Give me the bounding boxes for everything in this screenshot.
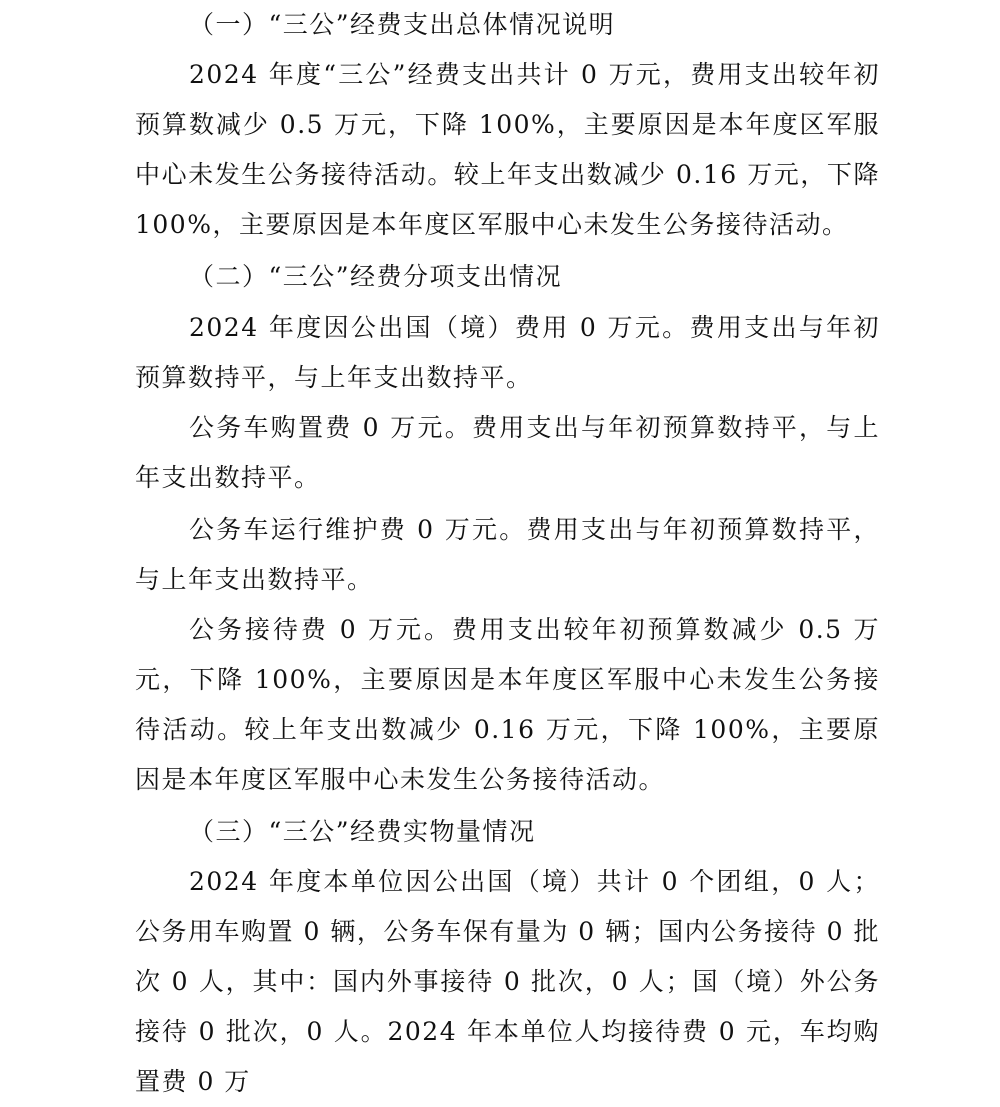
section-2-paragraph-4: 公务接待费 0 万元。费用支出较年初预算数减少 0.5 万元，下降 100%，主要原因是本年度区军服中心未发生公务接待活动。较上年支出数减少 0.16 万元，下降 100%，主要原因是本年度区军服中心未发生公务接待活动。 [135, 615, 880, 794]
section-2-paragraph-2: 公务车购置费 0 万元。费用支出与年初预算数持平，与上年支出数持平。 [135, 413, 880, 492]
section-3-paragraph: 2024 年度本单位因公出国（境）共计 0 个团组，0 人；公务用车购置 0 辆，公务车保有量为 0 辆；国内公务接待 0 批次 0 人，其中：国内外事接待 0 批次，0 人；国（境）外公务接待 0 批次，0 人。2024 年本单位人均接待费 0 元，车均购置费 0 万 [135, 867, 880, 1096]
section-2-paragraph-3: 公务车运行维护费 0 万元。费用支出与年初预算数持平，与上年支出数持平。 [135, 515, 880, 594]
section-1-heading: （一）“三公”经费支出总体情况说明 [189, 10, 616, 39]
section-2-paragraph-1: 2024 年度因公出国（境）费用 0 万元。费用支出与年初预算数持平，与上年支出数持平。 [135, 313, 880, 392]
section-1-paragraph: 2024 年度“三公”经费支出共计 0 万元，费用支出较年初预算数减少 0.5 万元，下降 100%，主要原因是本年度区军服中心未发生公务接待活动。较上年支出数减少 0.16 万元，下降 100%，主要原因是本年度区军服中心未发生公务接待活动。 [135, 60, 880, 239]
section-3-heading: （三）“三公”经费实物量情况 [189, 817, 536, 846]
section-2-heading: （二）“三公”经费分项支出情况 [189, 262, 563, 291]
